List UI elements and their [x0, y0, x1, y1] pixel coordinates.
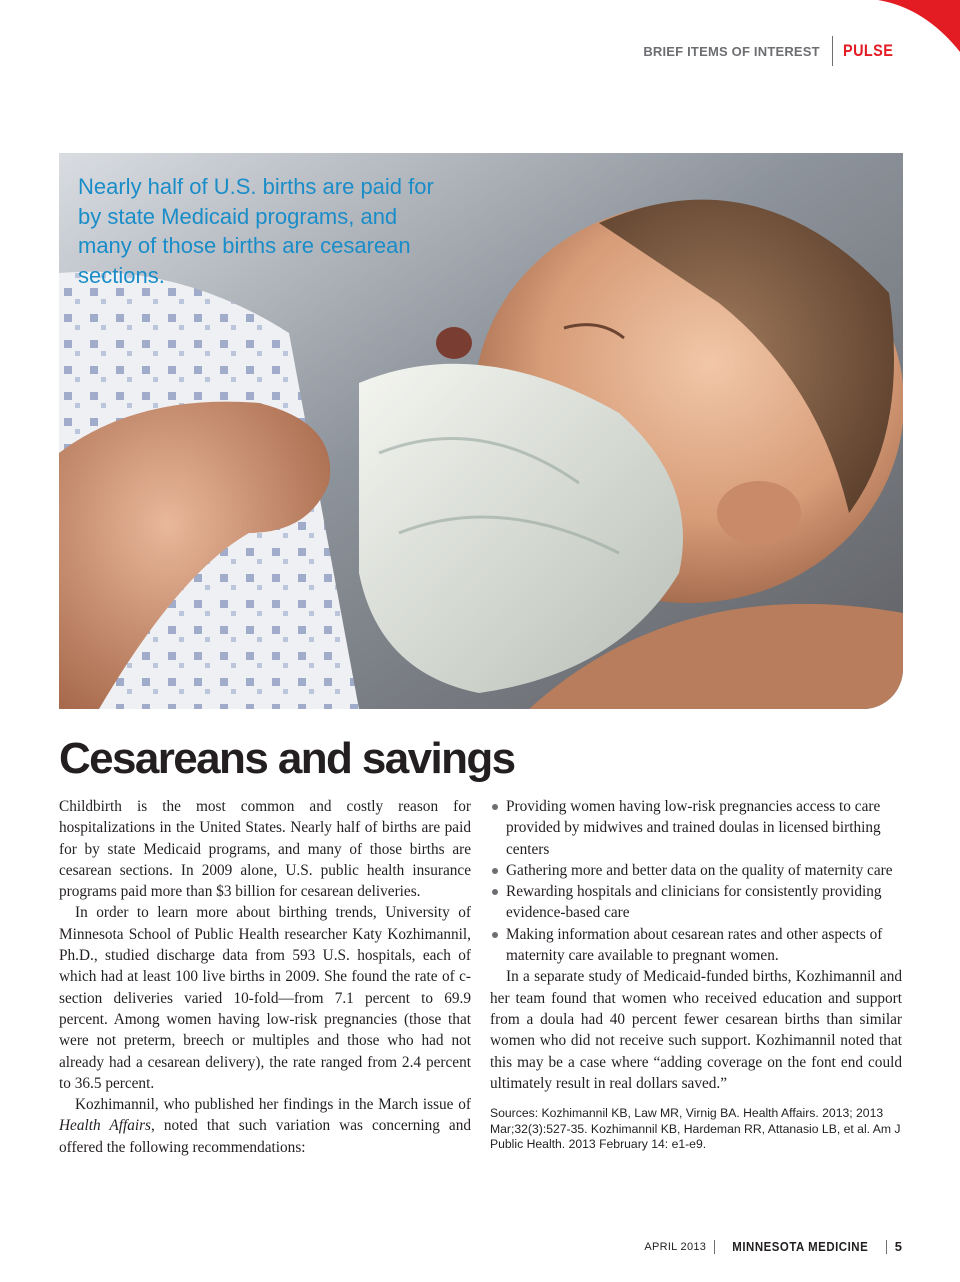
department-label: PULSE: [842, 41, 894, 60]
list-item: [490, 881, 902, 924]
magazine-name: MINNESOTA MEDICINE: [732, 1239, 869, 1254]
list-item-text: Gathering more and better data on the quality of maternity care: [506, 861, 893, 879]
running-header: [643, 36, 902, 66]
issue-date: APRIL 2013: [644, 1240, 707, 1253]
bullet-icon: [492, 868, 498, 874]
sources: Sources: Kozhimannil KB, Law MR, Virnig BA. Health Affairs. 2013; 2013 Mar;32(3):527-35. Kozhimannil KB, Hardeman RR, Attanasio LB, et al. Am J Public Health. 2013 February 14: e1-e9.: [490, 1106, 901, 1152]
header-divider: [832, 36, 833, 66]
list-item: [490, 796, 902, 860]
paragraph-text: Kozhimannil, who published her findings in the March issue of: [75, 1096, 471, 1114]
bullet-icon: [492, 889, 498, 895]
section-label: BRIEF ITEMS OF INTEREST: [643, 43, 820, 59]
paragraph-intro: Childbirth is the most common and costly reason for hospitalizations in the United States. Nearly half of births are paid for by state Medicaid programs, and many of those births are cesarean sections. In 2009 alone, U.S. public health insurance programs paid more than $3 billion for cesarean deliveries.: [59, 798, 471, 901]
article-title: Cesareans and savings: [59, 734, 515, 783]
pullquote: Nearly half of U.S. births are paid for by state Medicaid programs, and many of those births are cesarean sections.: [78, 174, 434, 288]
article-column-right: [490, 796, 902, 1153]
list-item: [490, 924, 902, 967]
footer-divider: [714, 1240, 715, 1254]
footer-divider: [886, 1240, 887, 1254]
paragraph-recommendations-intro: [59, 1094, 471, 1158]
paragraph-doula-study: In a separate study of Medicaid-funded births, Kozhimannil and her team found that women who received education and support from a doula had 40 percent fewer cesarean births than similar women who did not receive such support. Kozhimannil noted that this may be a case where “adding coverage on the font end could ultimately result in real dollars saved.”: [490, 968, 902, 1092]
recommendation-list: [490, 796, 902, 966]
list-item: [490, 860, 902, 881]
journal-name: Health Affairs: [59, 1117, 152, 1135]
page-footer: [644, 1239, 902, 1254]
paragraph-text: , noted that such variation was concerning and offered the following recommendations:: [59, 1117, 471, 1156]
page-number: 5: [894, 1239, 902, 1254]
bullet-icon: [492, 804, 498, 810]
list-item-text: Making information about cesarean rates and other aspects of maternity care available to pregnant women.: [506, 925, 883, 965]
paragraph-study: In order to learn more about birthing trends, University of Minnesota School of Public Health researcher Katy Kozhimannil, Ph.D., studied discharge data from 593 U.S. hospitals, each of which had at least 100 live births in 2009. She found the rate of c-section deliveries varied 10-fold—from 7.1 percent to 69.9 percent. Among women having low-risk pregnancies (those that were not preterm, breech or multiples and those who had not already had a cesarean delivery), the rate ranged from 2.4 percent to 36.5 percent.: [59, 904, 471, 1092]
bullet-icon: [492, 932, 498, 938]
list-item-text: Providing women having low-risk pregnancies access to care provided by midwives and trained doulas in licensed birthing centers: [506, 798, 881, 858]
list-item-text: Rewarding hospitals and clinicians for consistently providing evidence-based care: [506, 883, 882, 922]
article-column-left: [59, 796, 471, 1158]
